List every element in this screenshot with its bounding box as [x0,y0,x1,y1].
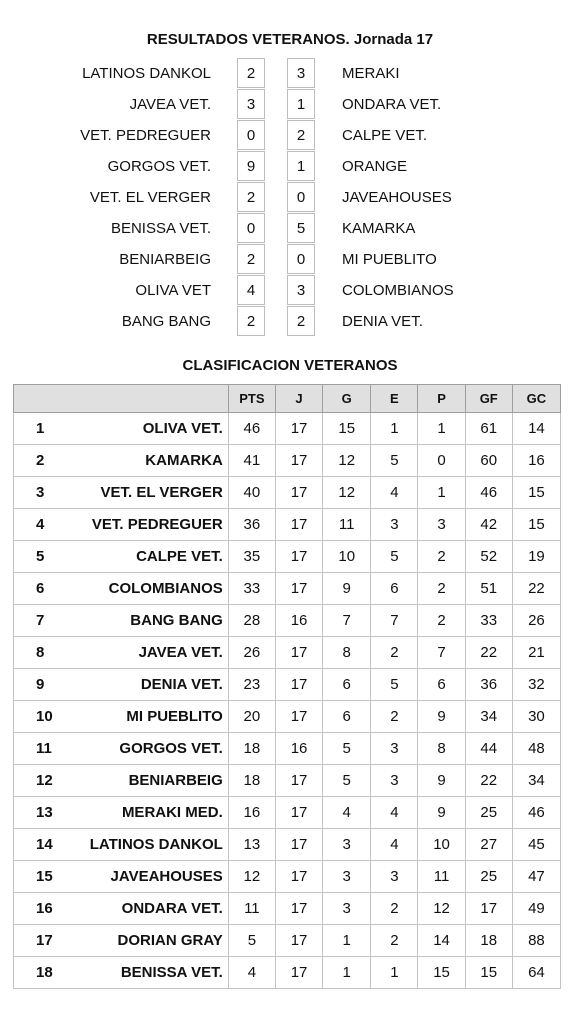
stat-cell-g: 11 [323,509,371,541]
stat-cell-e: 2 [371,637,418,669]
table-row [14,573,561,605]
home-score: 0 [237,213,265,243]
stat-cell-p: 3 [418,509,465,541]
stat-cell-g: 12 [323,477,371,509]
stat-cell-j: 17 [275,669,322,701]
stat-cell-gf: 44 [465,733,512,765]
away-team: MI PUEBLITO [342,251,437,268]
table-row [14,925,561,957]
stat-cell-g: 3 [323,829,371,861]
match-row [0,58,580,89]
stat-cell-gc: 88 [512,925,560,957]
team-name-cell: MERAKI MED. [74,797,229,829]
position-cell: 9 [14,669,74,701]
team-name-cell: JAVEAHOUSES [74,861,229,893]
stat-cell-pts: 28 [228,605,275,637]
stat-cell-gc: 22 [512,573,560,605]
column-header: P [418,385,465,413]
standings-title: CLASIFICACION VETERANOS [182,357,398,374]
home-team: JAVEA VET. [129,96,211,113]
position-cell: 6 [14,573,74,605]
stat-cell-j: 17 [275,893,322,925]
table-row [14,477,561,509]
away-score: 1 [287,89,315,119]
position-cell: 10 [14,701,74,733]
position-cell: 5 [14,541,74,573]
stat-cell-gf: 17 [465,893,512,925]
stat-cell-p: 11 [418,861,465,893]
match-row [0,275,580,306]
stat-cell-gc: 15 [512,509,560,541]
position-cell: 3 [14,477,74,509]
home-score: 0 [237,120,265,150]
stat-cell-g: 15 [323,413,371,445]
stat-cell-g: 5 [323,765,371,797]
stat-cell-gf: 15 [465,957,512,989]
stat-cell-pts: 16 [228,797,275,829]
stat-cell-gf: 25 [465,861,512,893]
stat-cell-e: 3 [371,733,418,765]
stat-cell-p: 6 [418,669,465,701]
column-header: G [323,385,371,413]
stat-cell-pts: 20 [228,701,275,733]
stat-cell-p: 15 [418,957,465,989]
stat-cell-j: 17 [275,861,322,893]
team-name-cell: VET. EL VERGER [74,477,229,509]
stat-cell-j: 17 [275,637,322,669]
stat-cell-g: 3 [323,893,371,925]
stat-cell-e: 5 [371,669,418,701]
home-score: 2 [237,244,265,274]
stat-cell-gc: 34 [512,765,560,797]
position-cell: 2 [14,445,74,477]
stat-cell-p: 0 [418,445,465,477]
stat-cell-pts: 35 [228,541,275,573]
stat-cell-g: 12 [323,445,371,477]
position-cell: 12 [14,765,74,797]
match-row [0,213,580,244]
home-score: 3 [237,89,265,119]
home-score: 9 [237,151,265,181]
away-score: 3 [287,275,315,305]
stat-cell-j: 17 [275,765,322,797]
stat-cell-pts: 13 [228,829,275,861]
home-team: VET. EL VERGER [89,189,211,206]
standings-header-row [14,385,561,413]
home-score: 2 [237,182,265,212]
stat-cell-g: 9 [323,573,371,605]
stat-cell-gf: 51 [465,573,512,605]
table-row [14,765,561,797]
stat-cell-gc: 47 [512,861,560,893]
away-score: 3 [287,58,315,88]
home-team: BANG BANG [121,313,211,330]
position-cell: 11 [14,733,74,765]
home-score: 4 [237,275,265,305]
stat-cell-pts: 41 [228,445,275,477]
match-row [0,244,580,275]
column-header: GF [465,385,512,413]
position-cell: 7 [14,605,74,637]
table-row [14,893,561,925]
stat-cell-gf: 46 [465,477,512,509]
column-header: PTS [228,385,275,413]
team-name-cell: ONDARA VET. [74,893,229,925]
stat-cell-gf: 52 [465,541,512,573]
away-score: 0 [287,244,315,274]
stat-cell-p: 2 [418,605,465,637]
stat-cell-g: 4 [323,797,371,829]
stat-cell-j: 16 [275,605,322,637]
results-title: RESULTADOS VETERANOS. Jornada 17 [146,31,434,48]
stat-cell-j: 17 [275,509,322,541]
stat-cell-pts: 11 [228,893,275,925]
stat-cell-gc: 49 [512,893,560,925]
stat-cell-pts: 5 [228,925,275,957]
stat-cell-e: 4 [371,477,418,509]
team-name-cell: COLOMBIANOS [74,573,229,605]
team-name-cell: CALPE VET. [74,541,229,573]
stat-cell-g: 7 [323,605,371,637]
stat-cell-gf: 22 [465,765,512,797]
team-name-cell: BANG BANG [74,605,229,637]
stat-cell-g: 1 [323,957,371,989]
stat-cell-pts: 40 [228,477,275,509]
match-row [0,306,580,337]
table-row [14,669,561,701]
table-row [14,701,561,733]
stat-cell-j: 17 [275,957,322,989]
stat-cell-e: 1 [371,413,418,445]
team-name-cell: GORGOS VET. [74,733,229,765]
home-score: 2 [237,306,265,336]
team-name-cell: OLIVA VET. [74,413,229,445]
stat-cell-p: 10 [418,829,465,861]
position-cell: 8 [14,637,74,669]
stat-cell-e: 2 [371,701,418,733]
position-cell: 14 [14,829,74,861]
stat-cell-j: 17 [275,445,322,477]
table-row [14,957,561,989]
stat-cell-gf: 33 [465,605,512,637]
stat-cell-j: 17 [275,701,322,733]
stat-cell-g: 8 [323,637,371,669]
match-row [0,182,580,213]
stat-cell-gc: 30 [512,701,560,733]
position-cell: 18 [14,957,74,989]
match-row [0,151,580,182]
away-score: 2 [287,306,315,336]
table-row [14,445,561,477]
table-row [14,733,561,765]
stat-cell-p: 8 [418,733,465,765]
stat-cell-gc: 19 [512,541,560,573]
home-team: BENISSA VET. [110,220,211,237]
stat-cell-gf: 36 [465,669,512,701]
away-team: ORANGE [342,158,408,175]
team-name-cell: DENIA VET. [74,669,229,701]
table-row [14,861,561,893]
home-team: OLIVA VET [135,282,211,299]
stat-cell-gf: 34 [465,701,512,733]
table-row [14,797,561,829]
stat-cell-g: 5 [323,733,371,765]
position-cell: 16 [14,893,74,925]
stat-cell-pts: 23 [228,669,275,701]
stat-cell-g: 3 [323,861,371,893]
stat-cell-e: 3 [371,861,418,893]
stat-cell-pts: 18 [228,733,275,765]
table-row [14,605,561,637]
stat-cell-pts: 4 [228,957,275,989]
table-row [14,541,561,573]
stat-cell-j: 17 [275,477,322,509]
header-team-spacer [14,385,229,413]
away-team: CALPE VET. [342,127,428,144]
home-team: LATINOS DANKOL [82,65,211,82]
stat-cell-e: 5 [371,541,418,573]
home-team: BENIARBEIG [119,251,211,268]
stat-cell-p: 9 [418,797,465,829]
away-score: 5 [287,213,315,243]
away-team: MERAKI [342,65,400,82]
stat-cell-g: 6 [323,669,371,701]
position-cell: 17 [14,925,74,957]
table-row [14,413,561,445]
stat-cell-e: 3 [371,765,418,797]
away-score: 0 [287,182,315,212]
stat-cell-p: 7 [418,637,465,669]
position-cell: 1 [14,413,74,445]
stat-cell-gf: 22 [465,637,512,669]
stat-cell-gc: 14 [512,413,560,445]
stat-cell-pts: 12 [228,861,275,893]
stat-cell-p: 9 [418,701,465,733]
stat-cell-pts: 33 [228,573,275,605]
stat-cell-gc: 48 [512,733,560,765]
away-score: 2 [287,120,315,150]
team-name-cell: BENIARBEIG [74,765,229,797]
home-score: 2 [237,58,265,88]
away-score: 1 [287,151,315,181]
away-team: KAMARKA [342,220,416,237]
stat-cell-e: 3 [371,509,418,541]
stat-cell-gc: 21 [512,637,560,669]
column-header: J [275,385,322,413]
stat-cell-j: 17 [275,413,322,445]
stat-cell-gf: 42 [465,509,512,541]
stat-cell-gc: 46 [512,797,560,829]
away-team: JAVEAHOUSES [342,189,452,206]
stat-cell-gf: 27 [465,829,512,861]
stat-cell-e: 4 [371,797,418,829]
stat-cell-p: 1 [418,413,465,445]
match-row [0,120,580,151]
stat-cell-j: 17 [275,829,322,861]
stat-cell-e: 6 [371,573,418,605]
stat-cell-pts: 36 [228,509,275,541]
match-row [0,89,580,120]
stat-cell-j: 16 [275,733,322,765]
position-cell: 15 [14,861,74,893]
stat-cell-e: 2 [371,925,418,957]
away-team: DENIA VET. [342,313,423,330]
stat-cell-g: 10 [323,541,371,573]
position-cell: 13 [14,797,74,829]
stat-cell-pts: 26 [228,637,275,669]
team-name-cell: LATINOS DANKOL [74,829,229,861]
stat-cell-p: 14 [418,925,465,957]
stat-cell-e: 4 [371,829,418,861]
stat-cell-pts: 46 [228,413,275,445]
stat-cell-j: 17 [275,541,322,573]
standings-table [13,384,561,989]
stat-cell-gc: 45 [512,829,560,861]
stat-cell-e: 1 [371,957,418,989]
stat-cell-gc: 32 [512,669,560,701]
stat-cell-j: 17 [275,573,322,605]
stat-cell-p: 2 [418,573,465,605]
stat-cell-gf: 60 [465,445,512,477]
away-team: ONDARA VET. [342,96,442,113]
team-name-cell: VET. PEDREGUER [74,509,229,541]
results-list [0,58,580,337]
stat-cell-g: 6 [323,701,371,733]
stat-cell-gf: 18 [465,925,512,957]
team-name-cell: DORIAN GRAY [74,925,229,957]
table-row [14,509,561,541]
stat-cell-gc: 15 [512,477,560,509]
team-name-cell: JAVEA VET. [74,637,229,669]
stat-cell-gc: 16 [512,445,560,477]
stat-cell-gf: 25 [465,797,512,829]
stat-cell-e: 5 [371,445,418,477]
stat-cell-e: 2 [371,893,418,925]
table-row [14,637,561,669]
away-team: COLOMBIANOS [342,282,454,299]
stat-cell-pts: 18 [228,765,275,797]
stat-cell-gc: 64 [512,957,560,989]
home-team: VET. PEDREGUER [80,127,211,144]
stat-cell-p: 12 [418,893,465,925]
stat-cell-gc: 26 [512,605,560,637]
column-header: E [371,385,418,413]
team-name-cell: BENISSA VET. [74,957,229,989]
stat-cell-p: 2 [418,541,465,573]
stat-cell-p: 1 [418,477,465,509]
stat-cell-p: 9 [418,765,465,797]
stat-cell-g: 1 [323,925,371,957]
stat-cell-j: 17 [275,797,322,829]
team-name-cell: KAMARKA [74,445,229,477]
position-cell: 4 [14,509,74,541]
home-team: GORGOS VET. [107,158,211,175]
stat-cell-e: 7 [371,605,418,637]
stat-cell-gf: 61 [465,413,512,445]
team-name-cell: MI PUEBLITO [74,701,229,733]
stat-cell-j: 17 [275,925,322,957]
column-header: GC [512,385,560,413]
table-row [14,829,561,861]
